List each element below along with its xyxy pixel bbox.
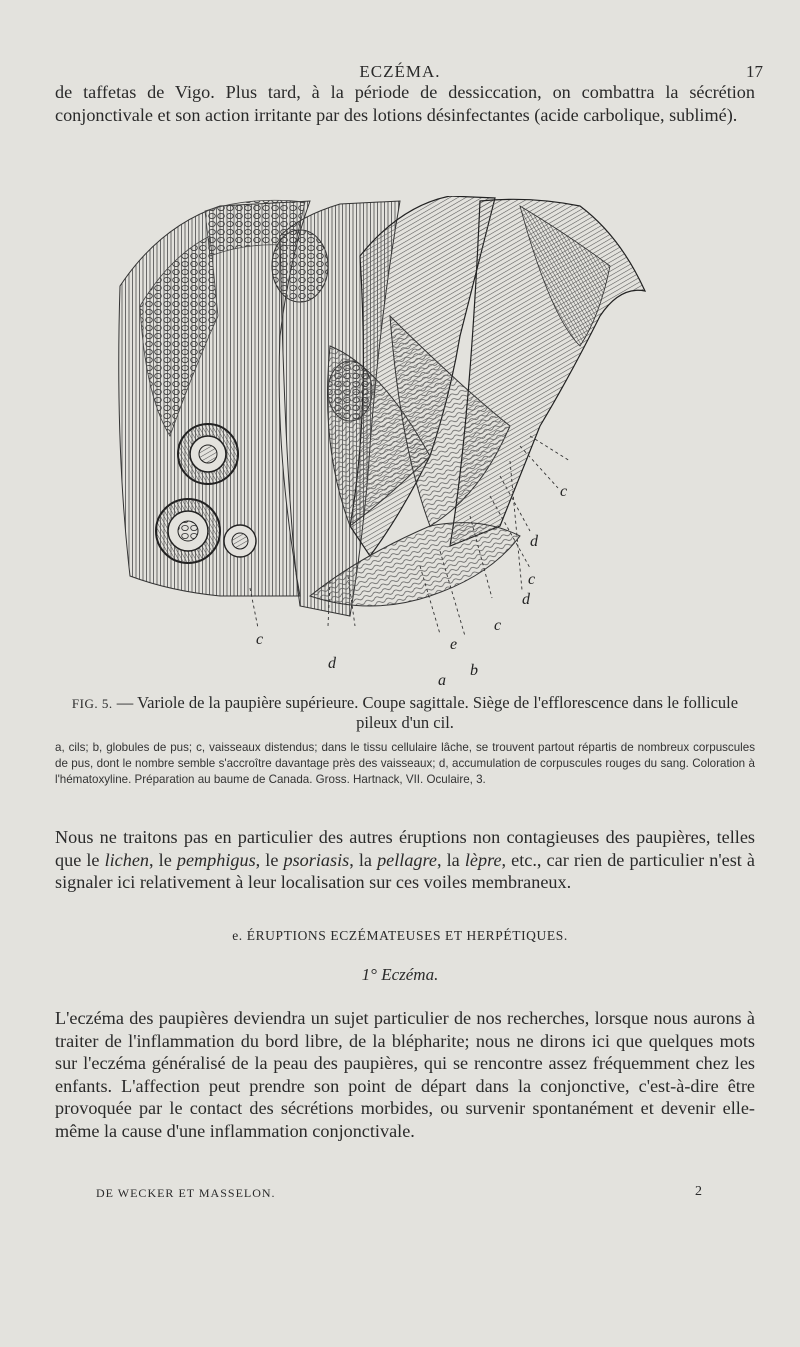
term-psoriasis: psoriasis xyxy=(283,849,350,870)
intro-paragraph: de taffetas de Vigo. Plus tard, à la période de dessiccation, on combattra la sécrétion conjonctivale et son action irritante par des lotions désinfectantes (acide carbolique, sublimé). xyxy=(55,82,755,125)
section-heading: e. ÉRUPTIONS ECZÉMATEUSES ET HERPÉTIQUES. xyxy=(232,928,568,943)
body-1-sep-2: , le xyxy=(255,849,284,870)
body-paragraph-1 xyxy=(55,826,755,894)
signature-mark: 2 xyxy=(695,1184,702,1199)
figure-legend: a, cils; b, globules de pus; c, vaisseaux distendus; dans le tissu cellulaire lâche, se trouvent partout répartis de nombreux corpuscules de pus, dont le nombre semble s'accroître davantage près des vaisseaux; d, accumulation de corpuscules rouges du sang. Coloration à l'hématoxyline. Préparation au baume de Canada. Gross. Hartnack, VII. Oculaire, 3. xyxy=(55,741,755,787)
page-number: 17 xyxy=(746,62,763,81)
figure-label-c-4: c xyxy=(256,631,264,648)
body-paragraph-2: L'eczéma des paupières deviendra un sujet particulier de nos recherches, lorsque nous aurons à traiter de l'inflammation du bord libre, de la blépharite; nous ne dirons ici que quelques mots sur l'eczéma généralisé de la peau des paupières, qui se rencontre assez fréquemment chez les enfants. L'affection peut prendre son point de départ dans la conjonctive, c'est-à-dire être provoquée par le contact des sécrétions morbides, ou survenir spontanément et devenir elle-même la cause d'une inflammation conjonctivale. xyxy=(55,1008,755,1141)
footer-signature: DE WECKER ET MASSELON. xyxy=(96,1186,276,1200)
term-lichen: lichen xyxy=(104,849,150,870)
figure-caption xyxy=(55,693,755,732)
figure-label-c-2: c xyxy=(528,571,536,588)
figure-label-e: e xyxy=(450,636,458,653)
figure-label-d: d xyxy=(530,533,538,550)
body-1-sep-1: , le xyxy=(149,849,177,870)
body-1-text-a: Nous ne traitons pas en particulier des autres éruptions non contagieuses des paupières, telles que le xyxy=(55,827,755,870)
figure-label-c-3: c xyxy=(494,617,502,634)
body-1-sep-4: , la xyxy=(437,849,465,870)
histology-engraving xyxy=(100,196,660,696)
figure-label-d-3: d xyxy=(328,655,336,672)
body-1-text-b: , etc., car rien de particulier n'est à signaler ici relativement à leur localisation sur ces voiles membraneux. xyxy=(55,849,755,892)
running-header-title: ECZÉMA. xyxy=(359,62,441,81)
histology-engraving-svg xyxy=(100,196,660,696)
body-1-sep-3: , la xyxy=(349,849,378,870)
figure-caption-label: FIG. 5. xyxy=(71,696,113,711)
term-pellagre: pellagre xyxy=(377,849,437,870)
figure-label-c: c xyxy=(560,483,568,500)
figure-caption-text: — Variole de la paupière supérieure. Coupe sagittale. Siège de l'efflorescence dans le follicule pileux d'un cil. xyxy=(116,693,739,732)
figure-label-a: a xyxy=(438,672,446,689)
figure-label-d-2: d xyxy=(522,591,530,608)
figure-label-b: b xyxy=(470,662,478,679)
term-lepre: lèpre xyxy=(464,849,502,870)
term-pemphigus: pemphigus xyxy=(176,849,256,870)
subsection-heading: 1° Eczéma. xyxy=(361,965,439,984)
